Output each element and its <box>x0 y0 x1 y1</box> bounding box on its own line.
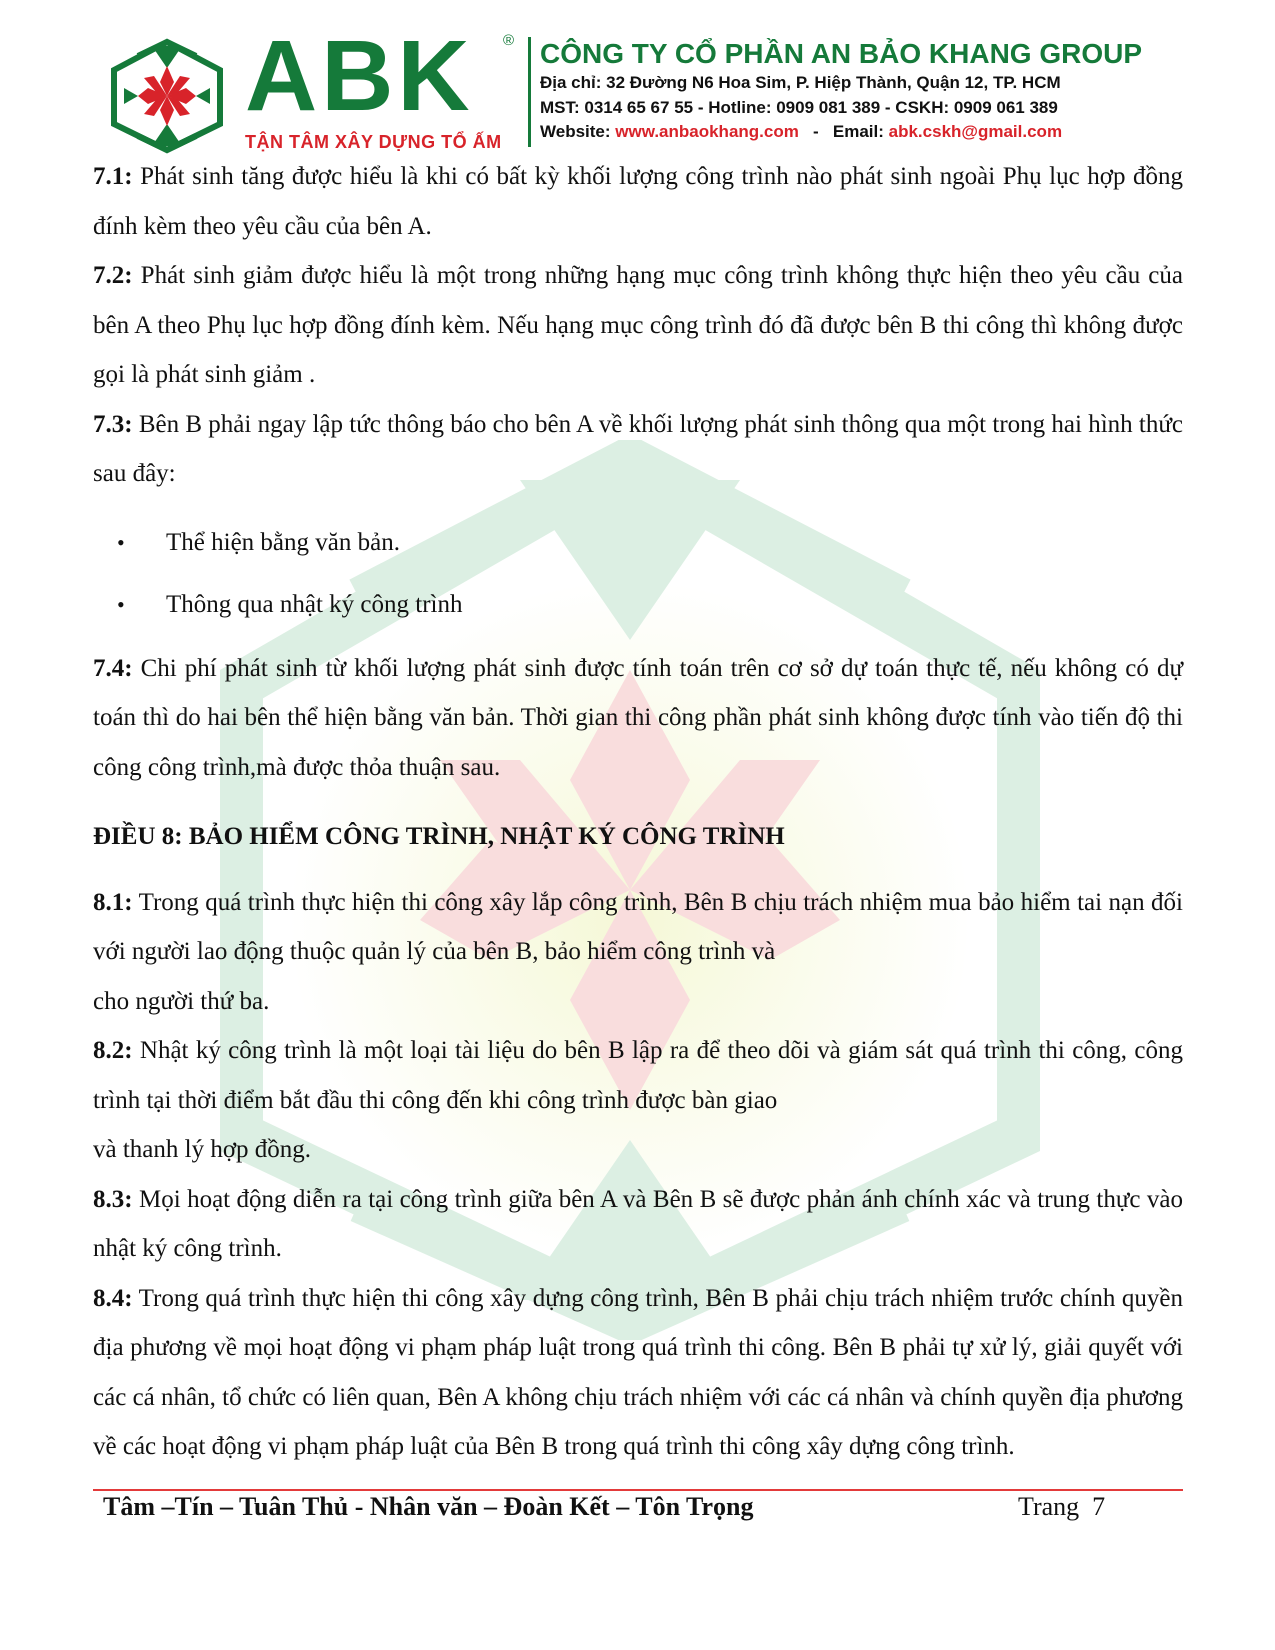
clause-text: Bên B phải ngay lập tức thông báo cho bên A về khối lượng phát sinh thông qua một trong hai hình thức sau đây: <box>93 410 1183 487</box>
list-item: • Thông qua nhật ký công trình <box>93 574 1183 636</box>
clause-number: 8.2: <box>93 1037 133 1064</box>
clause-8-2 <box>93 1026 1183 1175</box>
clause-text: Trong quá trình thực hiện thi công xây lắp công trình, Bên B chịu trách nhiệm mua bảo hiểm tai nạn đối với người lao động thuộc quản lý của bên B, bảo hiểm công trình và <box>93 888 1183 965</box>
clause-7-3 <box>93 400 1183 499</box>
clause-8-4 <box>93 1274 1183 1472</box>
clause-8-1 <box>93 878 1183 1027</box>
notice-methods-list <box>93 512 1183 636</box>
email-link[interactable]: abk.cskh@gmail.com <box>888 122 1063 141</box>
footer-motto: Tâm –Tín – Tuân Thủ - Nhân văn – Đoàn Kết – Tôn Trọng <box>103 1492 754 1521</box>
clause-continuation: và thanh lý hợp đồng. <box>93 1136 312 1163</box>
clause-text: Mọi hoạt động diễn ra tại công trình giữa bên A và Bên B sẽ được phản ánh chính xác và trung thực vào nhật ký công trình. <box>93 1185 1183 1262</box>
footer-rule <box>93 1489 1183 1491</box>
clause-number: 7.1: <box>93 163 133 190</box>
abk-logo-icon <box>108 38 226 154</box>
article-8-heading: ĐIỀU 8: BẢO HIỂM CÔNG TRÌNH, NHẬT KÝ CÔNG TRÌNH <box>93 823 785 850</box>
clause-text: Chi phí phát sinh từ khối lượng phát sinh được tính toán trên cơ sở dự toán thực tế, nếu không có dự toán thì do hai bên thể hiện bằng văn bản. Thời gian thi công phần phát sinh không được tính vào tiến độ thi công công trình,mà được thỏa thuận sau. <box>93 654 1183 781</box>
company-contact: MST: 0314 65 67 55 - Hotline: 0909 081 389 - CSKH: 0909 061 389 <box>540 98 1058 117</box>
email-label: Email: <box>832 122 884 141</box>
clause-text: Nhật ký công trình là một loại tài liệu do bên B lập ra để theo dõi và giám sát quá trình thi công, công trình tại thời điểm bắt đầu thi công đến khi công trình được bàn giao <box>93 1037 1183 1114</box>
company-name: CÔNG TY CỔ PHẦN AN BẢO KHANG GROUP <box>540 38 1143 69</box>
clause-text: Phát sinh giảm được hiểu là một trong những hạng mục công trình không thực hiện theo yêu cầu của bên A theo Phụ lục hợp đồng đính kèm. Nếu hạng mục công trình đó đã được bên B thi công thì không được gọi là phát sinh giảm . <box>93 262 1183 388</box>
clause-number: 7.3: <box>93 410 133 438</box>
page-label: Trang <box>1018 1492 1080 1521</box>
website-link[interactable]: www.anbaokhang.com <box>615 122 799 141</box>
clause-7-1 <box>93 152 1183 251</box>
page-number <box>1018 1492 1105 1522</box>
header-divider <box>528 37 531 147</box>
list-item: • Thể hiện bằng văn bản. <box>93 512 1183 574</box>
clause-number: 8.4: <box>93 1284 133 1312</box>
clause-continuation: cho người thứ ba. <box>93 987 270 1015</box>
brand-wordmark: ABK <box>245 20 474 132</box>
clause-number: 8.3: <box>93 1185 133 1213</box>
clause-7-4 <box>93 644 1183 793</box>
clause-text: Trong quá trình thực hiện thi công xây dựng công trình, Bên B phải chịu trách nhiệm trước chính quyền địa phương về mọi hoạt động vi phạm pháp luật trong quá trình thi công. Bên B phải tự xử lý, giải quyết với các cá nhân, tổ chức có liên quan, Bên A không chịu trách nhiệm với các cá nhân và chính quyền địa phương về các hoạt động vi phạm pháp luật của Bên B trong quá trình thi công xây dựng công trình. <box>93 1284 1183 1460</box>
registered-mark: ® <box>503 32 515 49</box>
document-body <box>93 152 1183 1472</box>
company-web-email <box>540 122 1062 142</box>
website-label: Website: <box>540 122 611 141</box>
clause-7-2 <box>93 251 1183 400</box>
clause-number: 7.2: <box>93 262 133 289</box>
letterhead <box>108 20 1168 152</box>
contact-separator: - <box>813 122 819 141</box>
company-address: Địa chỉ: 32 Đường N6 Hoa Sim, P. Hiệp Thành, Quận 12, TP. HCM <box>540 73 1061 92</box>
clause-8-3 <box>93 1175 1183 1274</box>
clause-text: Phát sinh tăng được hiểu là khi có bất kỳ khối lượng công trình nào phát sinh ngoài Phụ lục hợp đồng đính kèm theo yêu cầu của bên A. <box>93 163 1183 240</box>
brand-slogan: TẬN TÂM XÂY DỰNG TỔ ẤM <box>245 132 502 152</box>
page-number-value: 7 <box>1092 1492 1106 1521</box>
clause-number: 7.4: <box>93 654 133 682</box>
clause-number: 8.1: <box>93 888 133 916</box>
